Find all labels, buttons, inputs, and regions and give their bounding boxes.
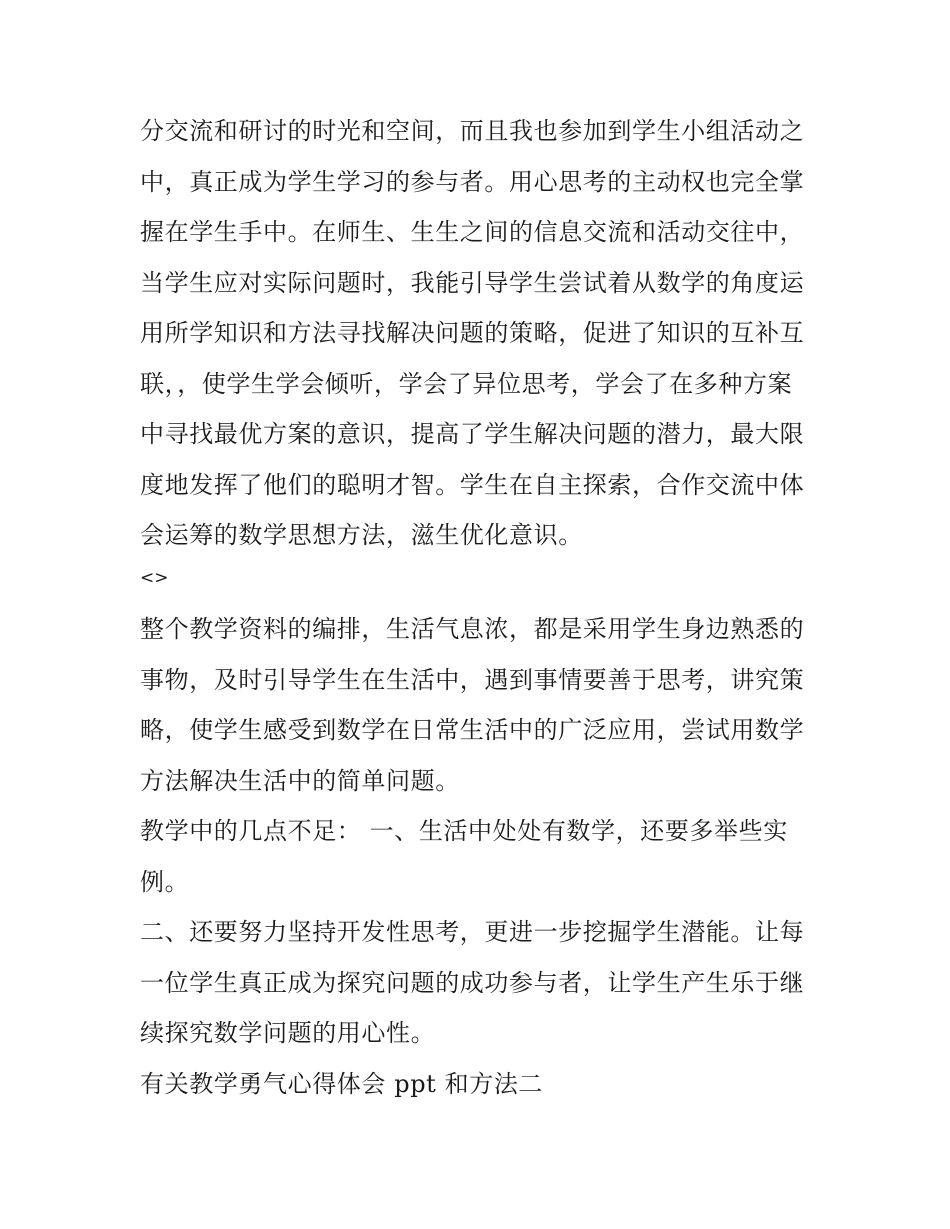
text-line: 会运筹的数学思想方法，滋生优化意识。 [140, 521, 583, 549]
text-line: 分交流和研讨的时光和空间，而且我也参加到学生小组活动之 [140, 117, 805, 145]
text-line: 握在学生手中。在师生、生生之间的信息交流和活动交往中， [140, 218, 805, 246]
paragraph-shortcomings-1 [140, 806, 820, 907]
text-line: 度地发挥了他们的聪明才智。学生在自主探索，合作交流中体 [140, 470, 805, 499]
text-line: 教学中的几点不足： 一、生活中处处有数学，还要多举些实 [140, 817, 788, 845]
paragraph-shortcomings-2 [140, 907, 820, 1059]
text-line: 当学生应对实际问题时，我能引导学生尝试着从数学的角度运 [140, 268, 805, 297]
text-line: 联，，使学生学会倾听，学会了异位思考，学会了在多种方案 [140, 369, 793, 398]
paragraph-materials [140, 604, 820, 806]
text-line: 二、还要努力坚持开发性思考，更进一步挖掘学生潜能。让每 [140, 918, 805, 946]
section-marker: <> [140, 568, 169, 588]
text-line: 例。 [140, 867, 190, 896]
text-line: 用所学知识和方法寻找解决问题的策略，促进了知识的互补互 [140, 319, 805, 347]
section-heading [140, 1059, 820, 1110]
text-line: 方法解决生活中的简单问题。 [140, 766, 460, 795]
text-line: 整个教学资料的编排，生活气息浓，都是采用学生身边熟悉的 [140, 615, 805, 643]
text-line: 续探究数学问题的用心性。 [140, 1019, 436, 1047]
paragraph-reflection [140, 106, 820, 561]
text-line: 中，真正成为学生学习的参与者。用心思考的主动权也完全掌 [140, 167, 805, 196]
text-line: 事物，及时引导学生在生活中，遇到事情要善于思考，讲究策 [140, 665, 805, 694]
heading-text: 有关教学勇气心得体会 ppt 和方法二 [140, 1070, 544, 1098]
text-line: 略，使学生感受到数学在日常生活中的广泛应用，尝试用数学 [140, 716, 805, 744]
text-line: 中寻找最优方案的意识，提高了学生解决问题的潜力，最大限 [140, 420, 805, 448]
text-line: 一位学生真正成为探究问题的成功参与者，让学生产生乐于继 [140, 968, 805, 997]
